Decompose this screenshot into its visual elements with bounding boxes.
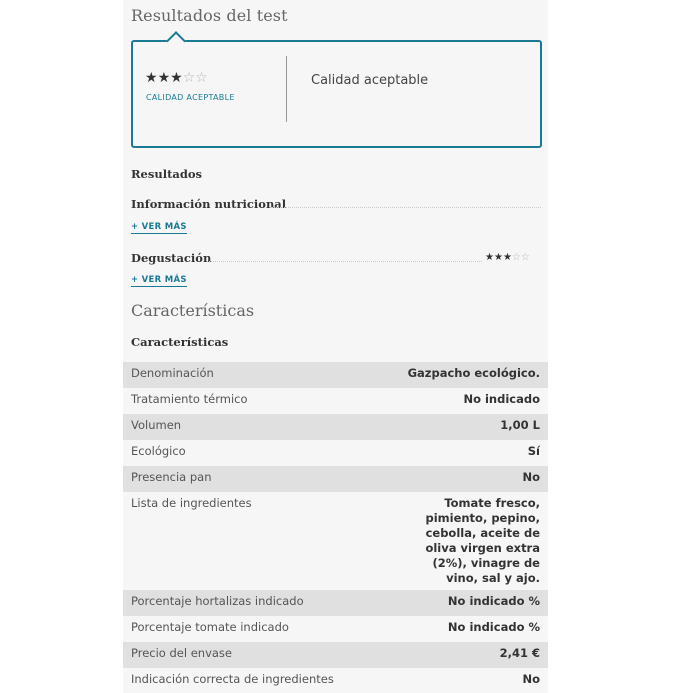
star-filled-icon: ★ — [145, 70, 158, 86]
row-label: Denominación — [131, 366, 214, 380]
box-pointer — [166, 31, 186, 51]
table-row — [123, 414, 548, 440]
box-divider — [286, 56, 287, 122]
quality-text: Calidad aceptable — [311, 73, 429, 88]
row-label: Porcentaje hortalizas indicado — [131, 594, 304, 608]
nutrition-info-title: Información nutricional — [131, 197, 287, 211]
table-row — [123, 616, 548, 642]
row-value: No — [522, 672, 540, 686]
table-row — [123, 388, 548, 414]
tasting-rating-stars — [485, 252, 530, 263]
row-value: Gazpacho ecológico. — [407, 366, 540, 380]
row-value: 1,00 L — [500, 418, 540, 432]
row-value: No — [522, 470, 540, 484]
row-label: Indicación correcta de ingredientes — [131, 672, 334, 686]
row-value: No indicado % — [447, 594, 540, 608]
star-empty-icon: ☆ — [195, 70, 208, 86]
row-label: Porcentaje tomate indicado — [131, 620, 289, 634]
table-row — [123, 642, 548, 668]
table-row — [123, 466, 548, 492]
star-filled-icon: ★ — [157, 70, 171, 86]
rating-stars — [145, 70, 208, 86]
row-value: No indicado — [463, 392, 540, 406]
row-value: Tomate fresco, pimiento, pepino, cebolla, aceite de oliva virgen extra (2%), vinagre de vino, sal y ajo. — [425, 496, 540, 585]
row-label: Volumen — [131, 418, 182, 432]
test-results-panel — [123, 0, 548, 693]
result-summary-box — [131, 40, 542, 148]
quality-label: CALIDAD ACEPTABLE — [146, 93, 235, 102]
row-label: Ecológico — [131, 444, 186, 458]
characteristics-table — [123, 362, 548, 693]
row-value: 2,41 € — [499, 646, 540, 660]
characteristics-header: Características — [131, 301, 255, 320]
row-value: Sí — [527, 444, 540, 458]
star-empty-icon: ☆ — [511, 252, 521, 263]
star-filled-icon: ★ — [485, 252, 494, 263]
results-section-title: Resultados — [131, 167, 203, 181]
table-row — [123, 668, 548, 693]
characteristics-subheader: Características — [131, 335, 229, 349]
row-label: Presencia pan — [131, 470, 212, 484]
table-row — [123, 440, 548, 466]
row-label: Tratamiento térmico — [131, 392, 248, 406]
dotted-divider — [207, 261, 482, 262]
row-value: No indicado % — [447, 620, 540, 634]
star-empty-icon: ☆ — [520, 252, 530, 263]
table-row — [123, 492, 548, 590]
row-label: Precio del envase — [131, 646, 233, 660]
nutrition-ver-mas-link[interactable]: + VER MÁS — [131, 222, 187, 232]
star-filled-icon: ★ — [502, 252, 512, 263]
row-label: Lista de ingredientes — [131, 496, 252, 510]
tasting-title: Degustación — [131, 251, 212, 265]
tasting-ver-mas-link[interactable]: + VER MÁS — [131, 275, 187, 285]
star-filled-icon: ★ — [493, 252, 503, 263]
results-header: Resultados del test — [131, 6, 288, 25]
star-filled-icon: ★ — [170, 70, 183, 86]
star-empty-icon: ☆ — [182, 70, 196, 86]
dotted-divider — [271, 207, 541, 208]
table-row — [123, 362, 548, 388]
table-row — [123, 590, 548, 616]
